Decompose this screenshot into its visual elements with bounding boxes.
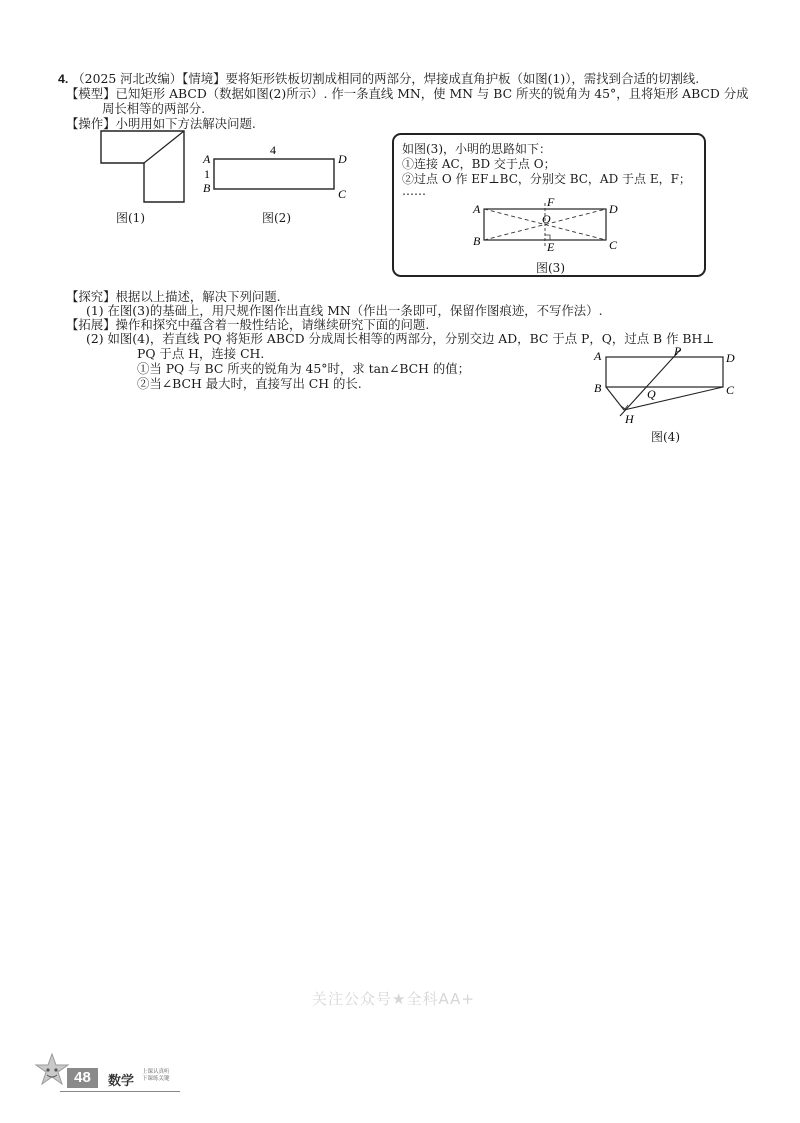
slogan-line-1: 上课认真听: [142, 1069, 170, 1075]
figure-3-diagram: [466, 197, 626, 251]
figure-3-caption: 图(3): [536, 261, 565, 275]
fig2-label-c: C: [338, 187, 347, 201]
figure-4-diagram: [590, 344, 740, 428]
operation-text: 【操作】小明用如下方法解决问题.: [66, 116, 256, 131]
fig4-label-b: B: [594, 381, 602, 395]
fig4-label-p: P: [674, 344, 682, 358]
thinking-box: [392, 133, 706, 277]
thinking-line-1: 如图(3)，小明的思路如下：: [402, 142, 551, 156]
figure-1-diagram: [96, 128, 186, 208]
fig3-label-b: B: [473, 234, 481, 248]
model-line-2: 周长相等的两部分.: [102, 101, 206, 116]
fig3-label-e: E: [547, 240, 555, 251]
fig4-label-a: A: [594, 349, 602, 363]
fig2-label-b: B: [203, 181, 211, 195]
footer-slogan: [142, 1069, 170, 1083]
footer-divider: [60, 1091, 180, 1092]
figure-2-caption: 图(2): [262, 211, 291, 225]
explore-question-1: (1) 在图(3)的基础上，用尺规作图作出直线 MN（作出一条即可，保留作图痕迹，不写作法）.: [86, 303, 603, 318]
star-mascot-icon: [34, 1052, 70, 1092]
subject-label: 数学: [108, 1074, 135, 1089]
question-2-sub-2: ②当∠BCH 最大时，直接写出 CH 的长.: [137, 376, 362, 391]
problem-number: 4.: [58, 72, 69, 86]
watermark-text: 关注公众号★全科AA+: [312, 990, 475, 1008]
figure-4-caption: 图(4): [651, 430, 680, 444]
figure-2-diagram: [198, 140, 358, 202]
fig2-width-label: 4: [270, 143, 276, 157]
fig4-label-q: Q: [647, 387, 656, 401]
problem-source: （2025 河北改编）: [72, 71, 183, 86]
explore-text: 【探究】根据以上描述，解决下列问题.: [66, 289, 281, 304]
fig4-label-c: C: [726, 383, 735, 397]
situation-text: 【情境】要将矩形铁板切割成相同的两部分，焊接成直角护板（如图(1)），需找到合适的切割线.: [182, 71, 700, 86]
fig4-label-d: D: [726, 351, 735, 365]
slogan-line-2: 下课练关键: [142, 1076, 170, 1082]
question-2-line-1: (2) 如图(4)，若直线 PQ 将矩形 ABCD 分成周长相等的两部分，分别交边 AD，BC 于点 P，Q，过点 B 作 BH⊥: [86, 331, 714, 346]
thinking-line-2: ①连接 AC，BD 交于点 O；: [402, 157, 556, 171]
fig2-label-d: D: [338, 152, 347, 166]
fig2-height-label: 1: [204, 167, 210, 181]
thinking-line-4: ……: [402, 184, 426, 198]
fig2-label-a: A: [203, 152, 211, 166]
fig3-label-d: D: [609, 202, 618, 216]
fig3-label-c: C: [609, 238, 618, 251]
extend-text: 【拓展】操作和探究中蕴含着一般性结论，请继续研究下面的问题.: [66, 317, 430, 332]
question-2-line-2: PQ 于点 H，连接 CH.: [137, 346, 265, 361]
fig3-label-a: A: [473, 202, 481, 216]
model-line-1: 【模型】已知矩形 ABCD（数据如图(2)所示）. 作一条直线 MN，使 MN 与 BC 所夹的锐角为 45°，且将矩形 ABCD 分成: [66, 86, 749, 101]
problem-line-1: [58, 71, 699, 87]
page-number: 48: [67, 1068, 98, 1088]
figure-1-caption: 图(1): [116, 211, 145, 225]
fig3-label-f: F: [547, 197, 555, 209]
fig4-label-h: H: [625, 412, 634, 426]
thinking-line-3: ②过点 O 作 EF⊥BC，分别交 BC，AD 于点 E，F；: [402, 172, 691, 186]
fig3-label-o: O: [542, 212, 551, 226]
question-2-sub-1: ①当 PQ 与 BC 所夹的锐角为 45°时，求 tan∠BCH 的值；: [137, 361, 471, 376]
